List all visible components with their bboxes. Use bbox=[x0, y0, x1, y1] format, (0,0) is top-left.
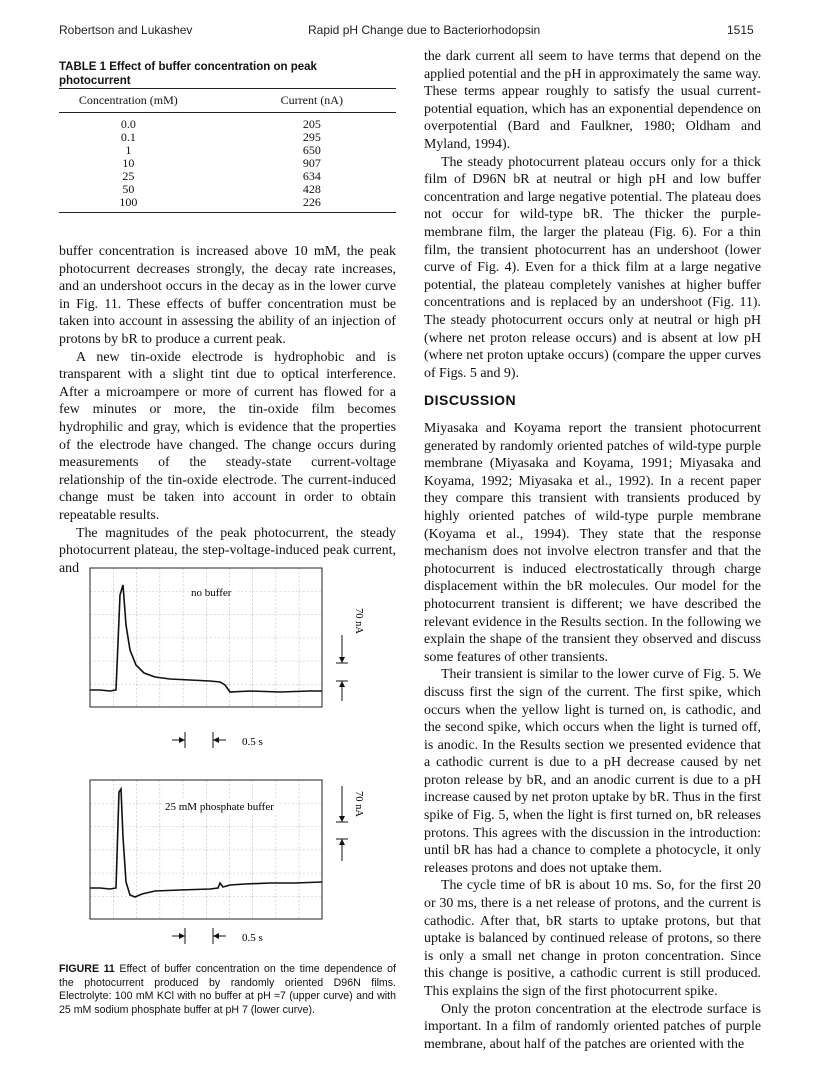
running-head-authors: Robertson and Lukashev bbox=[59, 23, 193, 37]
table-cell: 10 bbox=[122, 156, 135, 170]
time-label: 0.5 s bbox=[242, 736, 263, 748]
table-cell: 205 bbox=[302, 117, 321, 131]
table-header-row bbox=[59, 94, 396, 107]
left-column-text bbox=[59, 243, 396, 577]
figure-11 bbox=[80, 565, 380, 960]
figure-caption bbox=[59, 963, 396, 1018]
table-rule-mid bbox=[59, 112, 396, 113]
table-title: TABLE 1 Effect of buffer concentration on peak photocurrent bbox=[59, 61, 317, 87]
figure-panel-upper bbox=[90, 568, 364, 748]
table-cell: 50 bbox=[122, 182, 135, 196]
running-head-title: Rapid pH Change due to Bacteriorhodopsin bbox=[308, 23, 541, 37]
paragraph: Only the proton concentration at the electrode surface is important. In a film of randomly oriented patches of purple membrane, about half of the patches are oriented with the bbox=[424, 1001, 761, 1052]
table-cell: 1 bbox=[125, 143, 132, 157]
table-cell: 907 bbox=[302, 156, 321, 170]
table-cell: 634 bbox=[302, 169, 321, 183]
table-1 bbox=[59, 88, 396, 213]
right-column-text-top bbox=[424, 48, 761, 382]
right-column-text-bottom bbox=[424, 420, 761, 1053]
table-rule-top bbox=[59, 88, 396, 89]
table-cell: 0.0 bbox=[120, 117, 136, 131]
table-column-header: Current (nA) bbox=[280, 93, 343, 107]
paragraph: A new tin-oxide electrode is hydrophobic and is transparent with a slight tint due to optical interference. After a microampere or more of current has flowed for a few minutes or more, the tin-oxide film becomes hydrophilic and gray, which is evidence that the properties of the electrode have changed. The change occurs during measurements of the steady-state current-voltage relationship of the tin-oxide electrode. The current-induced change must be taken into account in order to obtain repeatable results. bbox=[59, 349, 396, 523]
scale-label: 70 nA bbox=[353, 608, 364, 634]
table-row bbox=[59, 131, 396, 144]
paragraph: buffer concentration is increased above 10 mM, the peak photocurrent decreases strongly, the decay rate increases, and an undershoot occurs in the decay as in the lower curve in Fig. 11. These effects of buffer concentration must be taken into account in assessing the ability of an injection of protons by bR to produce a current peak. bbox=[59, 244, 396, 347]
table-cell: 25 bbox=[122, 169, 135, 183]
page-number: 1515 bbox=[727, 23, 754, 37]
table-cell: 428 bbox=[302, 182, 321, 196]
figure-caption-label: FIGURE 11 bbox=[59, 963, 115, 975]
paragraph: The cycle time of bR is about 10 ms. So, for the first 20 or 30 ms, there is a net release of protons, and the current is cathodic. After that, bR starts to uptake protons, but that uptake is balanced by continued release of protons, so there is only a small net change in proton concentration. Since this change is positive, a cathodic current is still produced. This explains the sign of the first photocurrent spike. bbox=[424, 878, 761, 999]
figure-panel-lower bbox=[90, 780, 364, 944]
panel-label: no buffer bbox=[191, 587, 232, 599]
table-cell: 650 bbox=[302, 143, 321, 157]
scale-label: 70 nA bbox=[353, 791, 364, 817]
time-label: 0.5 s bbox=[242, 932, 263, 944]
table-row bbox=[59, 118, 396, 131]
table-row bbox=[59, 170, 396, 183]
paragraph: Miyasaka and Koyama report the transient photocurrent generated by randomly oriented patches of wild-type purple membrane (Miyasaka and Koyama, 1991; Miyasaka and Koyama, 1992; Miyasaka et al., 1992). In a recent paper they compare this transient with transients produced by highly oriented patches of wild-type purple membrane (Koyama et al., 1994). They state that the response mechanism does not involve electron transfer and that the photocurrent is induced electrostatically through charge displacement within the bR molecules. Our model for the photocurrent transient is different; we have described the relevant evidence in the Results section. In the following we explain the shape of the transient they observed and discuss some features of other transients. bbox=[424, 421, 761, 665]
paragraph: The steady photocurrent plateau occurs only for a thick film of D96N bR at neutral or high pH and low buffer concentration and large negative potential. The plateau does not occur for wild-type bR. The thicker the purple-membrane film, the larger the plateau (Fig. 6). For a thin film, the transient photocurrent has an undershoot (lower curve of Fig. 4). Even for a thick film at a large negative potential, the plateau completely vanishes at higher buffer concentrations and is replaced by an undershoot (Fig. 11). The steady photocurrent occurs only at neutral or high pH (where net proton release occurs) and is absent at low pH (where net proton uptake occurs) (compare the upper curves of Figs. 5 and 9). bbox=[424, 154, 761, 381]
panel-label: 25 mM phosphate buffer bbox=[165, 801, 274, 813]
table-cell: 295 bbox=[302, 130, 321, 144]
table-row bbox=[59, 157, 396, 170]
paragraph: The magnitudes of the peak photocurrent, the steady photocurrent plateau, the step-voltage-induced peak current, and bbox=[59, 525, 396, 576]
table-row bbox=[59, 196, 396, 209]
paragraph: Their transient is similar to the lower curve of Fig. 5. We discuss first the sign of the current. The first spike, which occurs when the yellow light is turned on, is cathodic, and the second spike, which occurs when the light is turned off, is anodic. In the Results section we presented evidence that a cathodic current is due to a pH decrease caused by net proton release by bR, and an anodic current is due to a pH increase caused by net proton uptake by bR. Thus in the first spike of Fig. 5, when the light is first turned on, bR releases protons. This agrees with the discussion in the introduction: until bR has had a chance to complete a photocycle, it only releases protons and does not uptake them. bbox=[424, 667, 761, 876]
table-rule-bottom bbox=[59, 212, 396, 213]
table-row bbox=[59, 183, 396, 196]
table-cell: 100 bbox=[119, 195, 138, 209]
section-heading: DISCUSSION bbox=[424, 392, 517, 408]
figure-caption-text: Effect of buffer concentration on the time dependence of the photocurrent produced by randomly oriented D96N films. Electrolyte: 100 mM KCl with no buffer at pH ≈7 (upper curve) and with 25 mM sodium phosphate buffer at pH 7 (lower curve). bbox=[59, 963, 396, 1017]
paragraph: the dark current all seem to have terms that depend on the applied potential and the pH in approximately the same way. These terms appear roughly to satisfy the usual current-potential equation, which has an exponential dependence on overpotential (Bard and Faulkner, 1980; Oldham and Myland, 1994). bbox=[424, 49, 762, 152]
table-cell: 226 bbox=[302, 195, 321, 209]
table-row bbox=[59, 144, 396, 157]
table-column-header: Concentration (mM) bbox=[78, 93, 178, 107]
table-cell: 0.1 bbox=[120, 130, 136, 144]
